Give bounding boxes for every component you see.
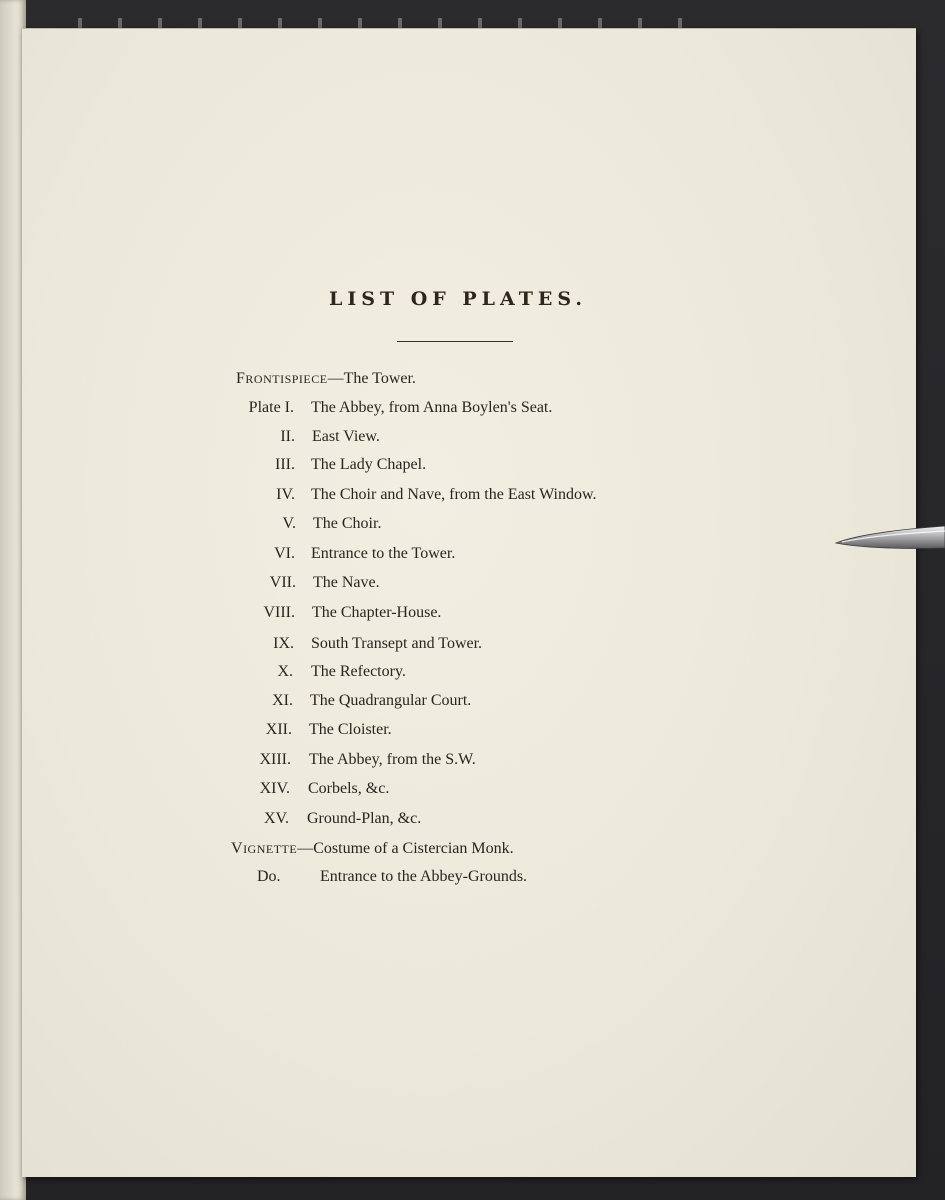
plate-number: VI. [274, 545, 295, 562]
vignette-text: —Costume of a Cistercian Monk. [297, 840, 514, 857]
vignette-label-rest: IGNETTE [243, 842, 298, 856]
plate-title: East View. [312, 428, 380, 445]
plate-title: The Abbey, from the S.W. [309, 751, 476, 768]
plate-title: Ground-Plan, &c. [307, 810, 422, 827]
plate-number: Plate I. [248, 399, 294, 416]
plate-title: The Refectory. [311, 663, 406, 680]
plate-number: II. [280, 428, 295, 445]
plate-title: The Lady Chapel. [311, 456, 427, 473]
vignette-label [231, 842, 297, 856]
frontispiece-label [236, 372, 328, 386]
plate-number: XV. [263, 810, 289, 827]
knife-blade-icon [834, 518, 945, 554]
plate-title: The Choir. [313, 515, 382, 532]
plate-number: X. [277, 663, 293, 680]
plate-title: Entrance to the Tower. [311, 545, 456, 562]
ditto-mark: Do. [257, 868, 281, 885]
frontispiece-label-cap: F [236, 370, 246, 387]
plate-title: South Transept and Tower. [311, 635, 483, 652]
plate-title: The Cloister. [309, 721, 392, 738]
plate-number: IV. [276, 486, 295, 503]
plate-title: The Choir and Nave, from the East Window. [311, 486, 597, 503]
plate-number: XI. [272, 692, 293, 709]
plate-number: VII. [269, 574, 296, 591]
book-page [22, 28, 916, 1177]
plate-number: VIII. [263, 604, 295, 621]
plate-number: IX. [273, 635, 294, 652]
plate-title: The Quadrangular Court. [310, 692, 472, 709]
frontispiece-label-rest: RONTISPIECE [245, 372, 328, 386]
page-title: LIST OF PLATES. [328, 288, 587, 310]
plate-title: The Abbey, from Anna Boylen's Seat. [311, 399, 553, 416]
plate-number: XII. [265, 721, 292, 738]
plate-number: XIII. [259, 751, 291, 768]
frontispiece-entry [236, 370, 416, 388]
vignette-label-cap: V [231, 840, 244, 857]
plate-title: The Chapter-House. [312, 604, 442, 621]
vignette-entry [231, 840, 514, 858]
plate-number: V. [282, 515, 296, 532]
plate-number: III. [275, 456, 295, 473]
frontispiece-text: —The Tower. [327, 370, 416, 387]
plate-number: XIV. [259, 780, 290, 797]
plate-title: Corbels, &c. [308, 780, 390, 797]
ditto-title: Entrance to the Abbey-Grounds. [320, 868, 528, 885]
plate-title: The Nave. [313, 574, 380, 591]
title-rule [397, 341, 513, 342]
